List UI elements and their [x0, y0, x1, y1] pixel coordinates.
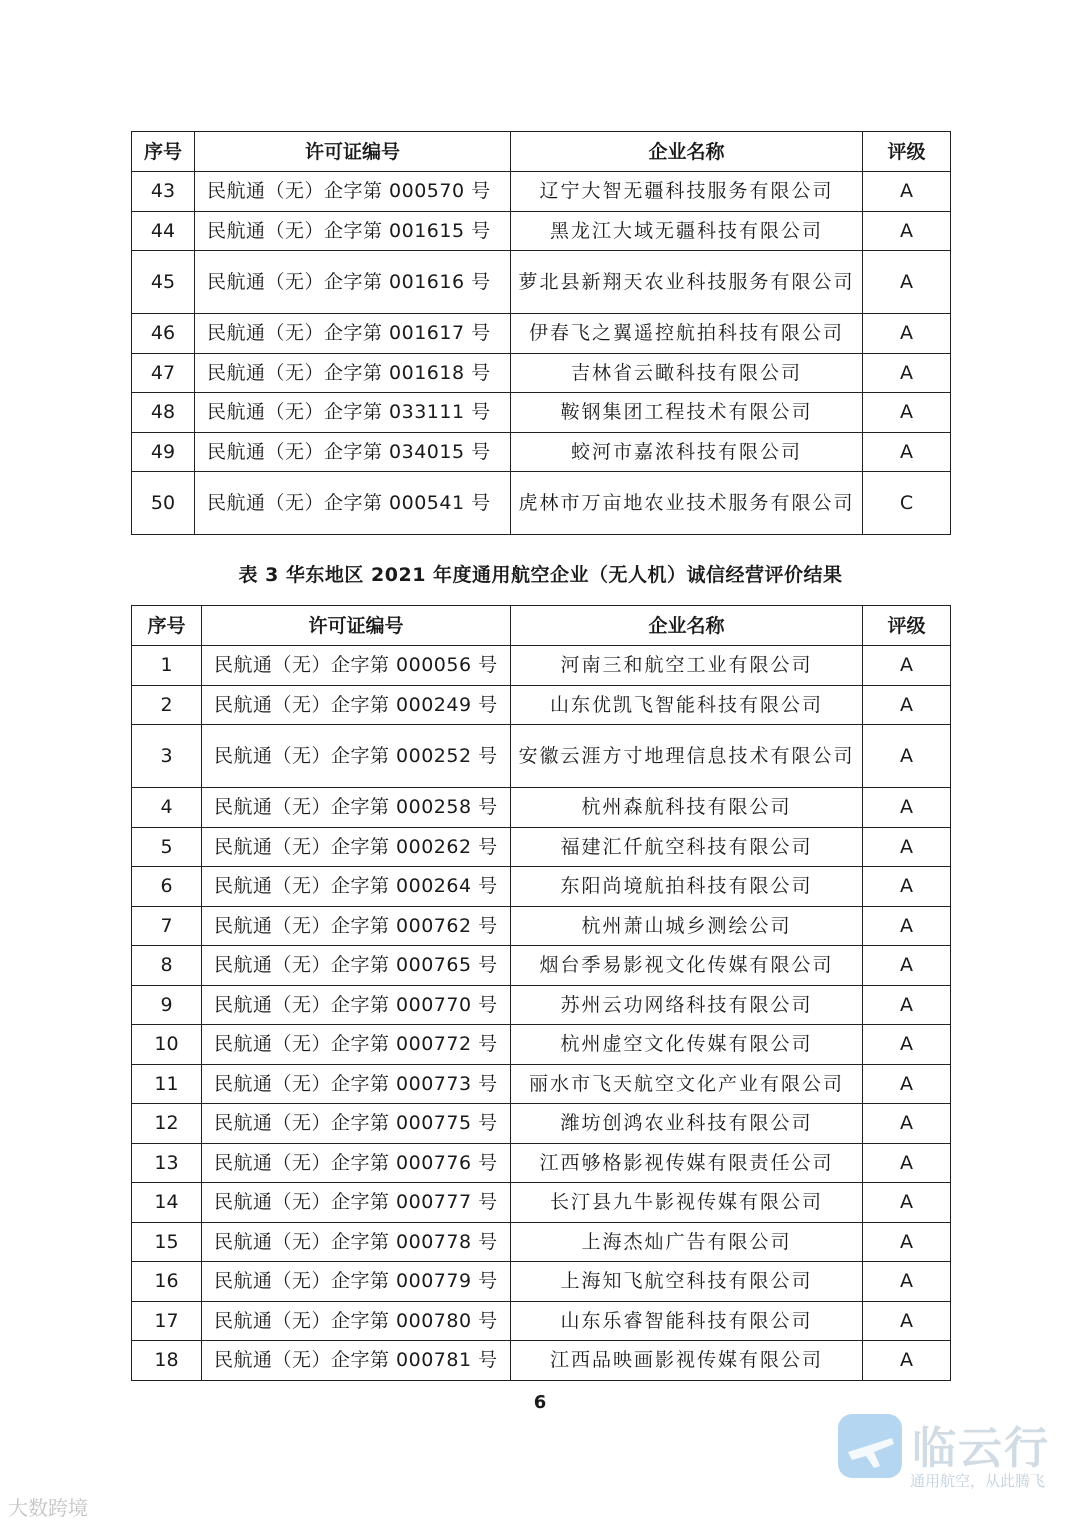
cell-company: 丽水市飞天航空文化产业有限公司 — [511, 1064, 863, 1104]
table-header-row — [132, 606, 951, 646]
cell-license: 民航通（无）企字第 000249 号 — [202, 685, 511, 725]
cell-seq: 7 — [132, 906, 202, 946]
cell-license: 民航通（无）企字第 000570 号 — [195, 172, 511, 212]
cell-company: 辽宁大智无疆科技服务有限公司 — [511, 172, 863, 212]
cell-seq: 47 — [132, 353, 195, 393]
cell-license: 民航通（无）企字第 000770 号 — [202, 985, 511, 1025]
table-row — [132, 432, 951, 472]
cell-rating: A — [863, 314, 951, 354]
cell-seq: 16 — [132, 1262, 202, 1302]
cell-license: 民航通（无）企字第 000773 号 — [202, 1064, 511, 1104]
cell-license: 民航通（无）企字第 000779 号 — [202, 1262, 511, 1302]
cell-license: 民航通（无）企字第 034015 号 — [195, 432, 511, 472]
cell-seq: 14 — [132, 1183, 202, 1223]
cell-seq: 10 — [132, 1025, 202, 1065]
table-header-row — [132, 132, 951, 172]
cell-rating: A — [863, 1025, 951, 1065]
cell-rating: A — [863, 985, 951, 1025]
cell-seq: 3 — [132, 725, 202, 788]
cell-rating: A — [863, 432, 951, 472]
cell-rating: A — [863, 788, 951, 828]
cell-company: 福建汇仟航空科技有限公司 — [511, 827, 863, 867]
table-row — [132, 685, 951, 725]
cell-license: 民航通（无）企字第 000776 号 — [202, 1143, 511, 1183]
cell-seq: 46 — [132, 314, 195, 354]
cell-seq: 17 — [132, 1301, 202, 1341]
table-row — [132, 314, 951, 354]
cell-company: 鞍钢集团工程技术有限公司 — [511, 393, 863, 433]
cell-rating: A — [863, 211, 951, 251]
watermark: 大数跨境 — [8, 1496, 88, 1520]
table-row — [132, 867, 951, 907]
header-company: 企业名称 — [511, 606, 863, 646]
header-company: 企业名称 — [511, 132, 863, 172]
table-row — [132, 1222, 951, 1262]
cell-license: 民航通（无）企字第 001615 号 — [195, 211, 511, 251]
cell-company: 安徽云涯方寸地理信息技术有限公司 — [511, 725, 863, 788]
cell-company: 河南三和航空工业有限公司 — [511, 646, 863, 686]
cell-seq: 8 — [132, 946, 202, 986]
table-row — [132, 725, 951, 788]
cell-rating: A — [863, 1341, 951, 1381]
table-row — [132, 172, 951, 212]
cell-company: 杭州萧山城乡测绘公司 — [511, 906, 863, 946]
cell-rating: A — [863, 725, 951, 788]
cell-rating: A — [863, 1143, 951, 1183]
header-rating: 评级 — [863, 606, 951, 646]
cell-seq: 18 — [132, 1341, 202, 1381]
cell-rating: A — [863, 393, 951, 433]
cell-company: 长汀县九牛影视传媒有限公司 — [511, 1183, 863, 1223]
cell-company: 蛟河市嘉浓科技有限公司 — [511, 432, 863, 472]
table-row — [132, 1341, 951, 1381]
cell-license: 民航通（无）企字第 000777 号 — [202, 1183, 511, 1223]
table-row — [132, 353, 951, 393]
table-row — [132, 393, 951, 433]
cell-license: 民航通（无）企字第 000541 号 — [195, 472, 511, 535]
cell-company: 伊春飞之翼遥控航拍科技有限公司 — [511, 314, 863, 354]
cell-rating: A — [863, 353, 951, 393]
cell-license: 民航通（无）企字第 000765 号 — [202, 946, 511, 986]
table-previous-region — [131, 131, 951, 535]
cell-seq: 9 — [132, 985, 202, 1025]
cell-company: 萝北县新翔天农业科技服务有限公司 — [511, 251, 863, 314]
cell-rating: A — [863, 1104, 951, 1144]
table-row — [132, 251, 951, 314]
header-license: 许可证编号 — [195, 132, 511, 172]
cell-license: 民航通（无）企字第 000262 号 — [202, 827, 511, 867]
header-rating: 评级 — [863, 132, 951, 172]
logo-name: 临云行 — [912, 1423, 1050, 1474]
cell-company: 上海杰灿广告有限公司 — [511, 1222, 863, 1262]
cell-seq: 45 — [132, 251, 195, 314]
cell-rating: A — [863, 685, 951, 725]
cell-rating: A — [863, 1301, 951, 1341]
table-row — [132, 1064, 951, 1104]
cell-company: 江西品映画影视传媒有限公司 — [511, 1341, 863, 1381]
header-seq: 序号 — [132, 606, 202, 646]
cell-seq: 48 — [132, 393, 195, 433]
cell-company: 杭州森航科技有限公司 — [511, 788, 863, 828]
cell-company: 杭州虚空文化传媒有限公司 — [511, 1025, 863, 1065]
cell-license: 民航通（无）企字第 000781 号 — [202, 1341, 511, 1381]
cell-seq: 13 — [132, 1143, 202, 1183]
cell-rating: A — [863, 251, 951, 314]
cell-seq: 2 — [132, 685, 202, 725]
cell-license: 民航通（无）企字第 000775 号 — [202, 1104, 511, 1144]
cell-seq: 50 — [132, 472, 195, 535]
cell-rating: A — [863, 946, 951, 986]
table-row — [132, 472, 951, 535]
cell-rating: A — [863, 1183, 951, 1223]
cell-license: 民航通（无）企字第 000252 号 — [202, 725, 511, 788]
cell-seq: 12 — [132, 1104, 202, 1144]
table-row — [132, 1104, 951, 1144]
cell-company: 山东乐睿智能科技有限公司 — [511, 1301, 863, 1341]
header-license: 许可证编号 — [202, 606, 511, 646]
cell-license: 民航通（无）企字第 033111 号 — [195, 393, 511, 433]
cell-company: 黑龙江大域无疆科技有限公司 — [511, 211, 863, 251]
cell-seq: 6 — [132, 867, 202, 907]
cell-license: 民航通（无）企字第 001616 号 — [195, 251, 511, 314]
cell-company: 吉林省云瞰科技有限公司 — [511, 353, 863, 393]
table-row — [132, 646, 951, 686]
table-east-china — [131, 605, 951, 1381]
cell-company: 潍坊创鸿农业科技有限公司 — [511, 1104, 863, 1144]
cell-license: 民航通（无）企字第 000778 号 — [202, 1222, 511, 1262]
cell-company: 上海知飞航空科技有限公司 — [511, 1262, 863, 1302]
cell-rating: A — [863, 1262, 951, 1302]
cell-license: 民航通（无）企字第 000258 号 — [202, 788, 511, 828]
cell-license: 民航通（无）企字第 000762 号 — [202, 906, 511, 946]
cell-seq: 1 — [132, 646, 202, 686]
cell-rating: A — [863, 1064, 951, 1104]
cell-seq: 49 — [132, 432, 195, 472]
table-row — [132, 827, 951, 867]
cell-company: 烟台季易影视文化传媒有限公司 — [511, 946, 863, 986]
cell-rating: A — [863, 867, 951, 907]
cell-seq: 4 — [132, 788, 202, 828]
header-seq: 序号 — [132, 132, 195, 172]
table-row — [132, 1262, 951, 1302]
table-row — [132, 1183, 951, 1223]
cell-seq: 43 — [132, 172, 195, 212]
cell-rating: A — [863, 172, 951, 212]
table-row — [132, 1025, 951, 1065]
cell-rating: A — [863, 1222, 951, 1262]
cell-seq: 11 — [132, 1064, 202, 1104]
cell-license: 民航通（无）企字第 001618 号 — [195, 353, 511, 393]
cell-license: 民航通（无）企字第 000772 号 — [202, 1025, 511, 1065]
table-row — [132, 946, 951, 986]
cell-company: 东阳尚境航拍科技有限公司 — [511, 867, 863, 907]
table-row — [132, 1301, 951, 1341]
cell-license: 民航通（无）企字第 001617 号 — [195, 314, 511, 354]
cell-rating: A — [863, 906, 951, 946]
cell-rating: C — [863, 472, 951, 535]
cell-seq: 5 — [132, 827, 202, 867]
cell-company: 虎林市万亩地农业技术服务有限公司 — [511, 472, 863, 535]
table-caption: 表 3 华东地区 2021 年度通用航空企业（无人机）诚信经营评价结果 — [238, 564, 843, 586]
logo-tagline: 通用航空，从此腾飞 — [910, 1472, 1046, 1490]
cell-license: 民航通（无）企字第 000780 号 — [202, 1301, 511, 1341]
table-row — [132, 1143, 951, 1183]
page-number: 6 — [533, 1392, 547, 1413]
cell-rating: A — [863, 646, 951, 686]
cell-license: 民航通（无）企字第 000264 号 — [202, 867, 511, 907]
cell-company: 苏州云功网络科技有限公司 — [511, 985, 863, 1025]
cell-company: 山东优凯飞智能科技有限公司 — [511, 685, 863, 725]
table-row — [132, 211, 951, 251]
table-row — [132, 985, 951, 1025]
table-row — [132, 906, 951, 946]
cell-rating: A — [863, 827, 951, 867]
cell-seq: 15 — [132, 1222, 202, 1262]
cell-license: 民航通（无）企字第 000056 号 — [202, 646, 511, 686]
table-row — [132, 788, 951, 828]
cell-company: 江西够格影视传媒有限责任公司 — [511, 1143, 863, 1183]
cell-seq: 44 — [132, 211, 195, 251]
